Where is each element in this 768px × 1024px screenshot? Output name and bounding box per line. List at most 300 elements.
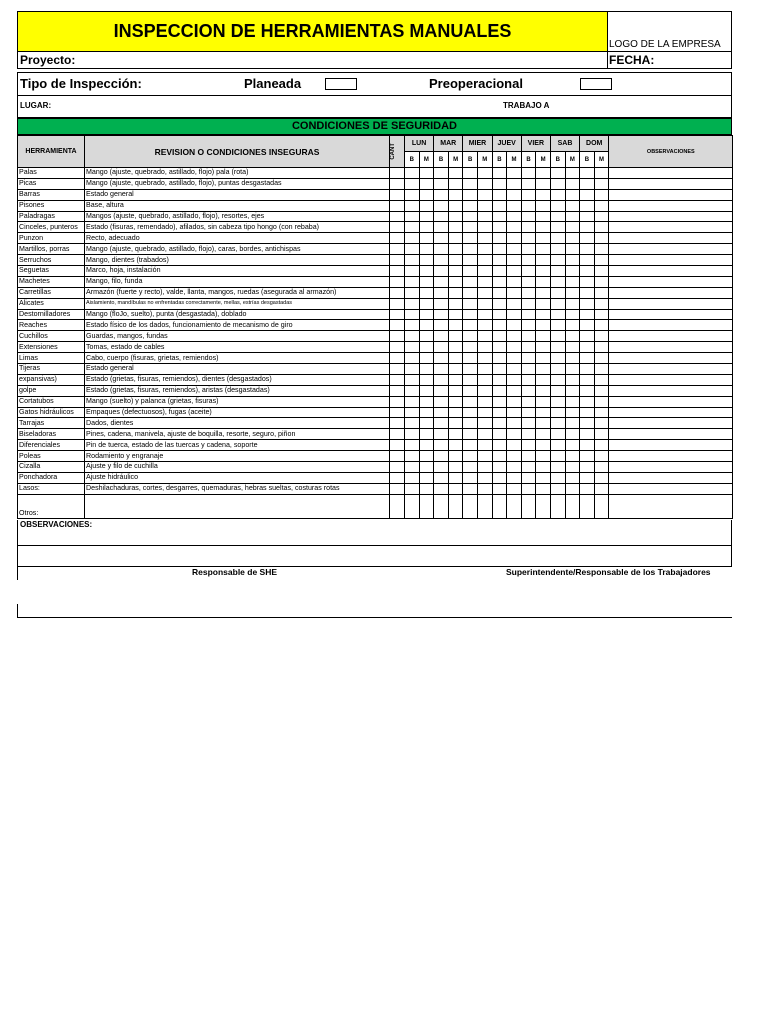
quantity-cell[interactable] — [390, 298, 405, 309]
check-cell[interactable] — [550, 374, 565, 385]
check-cell[interactable] — [594, 451, 609, 462]
check-cell[interactable] — [580, 211, 595, 222]
check-cell[interactable] — [594, 418, 609, 429]
check-cell[interactable] — [521, 320, 536, 331]
check-cell[interactable] — [594, 211, 609, 222]
check-cell[interactable] — [507, 266, 522, 277]
check-cell[interactable] — [448, 364, 463, 375]
observation-cell[interactable] — [609, 385, 733, 396]
check-cell[interactable] — [419, 222, 434, 233]
check-cell[interactable] — [521, 494, 536, 518]
check-cell[interactable] — [580, 451, 595, 462]
check-cell[interactable] — [536, 211, 551, 222]
check-cell[interactable] — [521, 178, 536, 189]
check-cell[interactable] — [434, 211, 449, 222]
check-cell[interactable] — [521, 472, 536, 483]
check-cell[interactable] — [521, 374, 536, 385]
check-cell[interactable] — [507, 178, 522, 189]
check-cell[interactable] — [536, 440, 551, 451]
check-cell[interactable] — [477, 429, 492, 440]
quantity-cell[interactable] — [390, 189, 405, 200]
check-cell[interactable] — [477, 200, 492, 211]
check-cell[interactable] — [550, 440, 565, 451]
check-cell[interactable] — [580, 440, 595, 451]
observation-cell[interactable] — [609, 494, 733, 518]
check-cell[interactable] — [565, 374, 580, 385]
check-cell[interactable] — [492, 494, 507, 518]
check-cell[interactable] — [419, 483, 434, 494]
check-cell[interactable] — [463, 276, 478, 287]
check-cell[interactable] — [594, 396, 609, 407]
check-cell[interactable] — [419, 451, 434, 462]
check-cell[interactable] — [477, 168, 492, 179]
check-cell[interactable] — [448, 233, 463, 244]
check-cell[interactable] — [463, 396, 478, 407]
check-cell[interactable] — [507, 233, 522, 244]
check-cell[interactable] — [594, 266, 609, 277]
check-cell[interactable] — [521, 200, 536, 211]
check-cell[interactable] — [550, 200, 565, 211]
check-cell[interactable] — [580, 178, 595, 189]
check-cell[interactable] — [507, 472, 522, 483]
check-cell[interactable] — [565, 287, 580, 298]
check-cell[interactable] — [536, 451, 551, 462]
check-cell[interactable] — [580, 276, 595, 287]
check-cell[interactable] — [477, 353, 492, 364]
check-cell[interactable] — [580, 385, 595, 396]
observation-cell[interactable] — [609, 276, 733, 287]
check-cell[interactable] — [434, 222, 449, 233]
check-cell[interactable] — [405, 189, 420, 200]
observation-cell[interactable] — [609, 396, 733, 407]
check-cell[interactable] — [492, 451, 507, 462]
check-cell[interactable] — [405, 494, 420, 518]
check-cell[interactable] — [536, 385, 551, 396]
check-cell[interactable] — [565, 364, 580, 375]
check-cell[interactable] — [477, 298, 492, 309]
check-cell[interactable] — [463, 331, 478, 342]
check-cell[interactable] — [405, 407, 420, 418]
check-cell[interactable] — [580, 244, 595, 255]
check-cell[interactable] — [405, 440, 420, 451]
check-cell[interactable] — [448, 494, 463, 518]
check-cell[interactable] — [536, 331, 551, 342]
check-cell[interactable] — [477, 385, 492, 396]
check-cell[interactable] — [463, 418, 478, 429]
check-cell[interactable] — [594, 462, 609, 473]
check-cell[interactable] — [434, 287, 449, 298]
check-cell[interactable] — [492, 178, 507, 189]
check-cell[interactable] — [419, 385, 434, 396]
check-cell[interactable] — [550, 494, 565, 518]
check-cell[interactable] — [477, 276, 492, 287]
check-cell[interactable] — [419, 266, 434, 277]
check-cell[interactable] — [580, 396, 595, 407]
check-cell[interactable] — [463, 472, 478, 483]
check-cell[interactable] — [405, 364, 420, 375]
observation-cell[interactable] — [609, 364, 733, 375]
check-cell[interactable] — [580, 168, 595, 179]
check-cell[interactable] — [463, 374, 478, 385]
quantity-cell[interactable] — [390, 309, 405, 320]
observation-cell[interactable] — [609, 244, 733, 255]
check-cell[interactable] — [521, 483, 536, 494]
check-cell[interactable] — [419, 440, 434, 451]
check-cell[interactable] — [594, 364, 609, 375]
fecha-field[interactable] — [607, 51, 732, 69]
check-cell[interactable] — [565, 353, 580, 364]
check-cell[interactable] — [419, 255, 434, 266]
observation-cell[interactable] — [609, 353, 733, 364]
check-cell[interactable] — [419, 211, 434, 222]
quantity-cell[interactable] — [390, 168, 405, 179]
check-cell[interactable] — [434, 472, 449, 483]
check-cell[interactable] — [507, 374, 522, 385]
observation-cell[interactable] — [609, 483, 733, 494]
check-cell[interactable] — [434, 244, 449, 255]
check-cell[interactable] — [448, 429, 463, 440]
quantity-cell[interactable] — [390, 222, 405, 233]
check-cell[interactable] — [405, 418, 420, 429]
check-cell[interactable] — [419, 472, 434, 483]
check-cell[interactable] — [463, 462, 478, 473]
check-cell[interactable] — [550, 353, 565, 364]
check-cell[interactable] — [580, 287, 595, 298]
check-cell[interactable] — [434, 255, 449, 266]
check-cell[interactable] — [507, 396, 522, 407]
quantity-cell[interactable] — [390, 374, 405, 385]
observation-cell[interactable] — [609, 451, 733, 462]
check-cell[interactable] — [565, 462, 580, 473]
check-cell[interactable] — [580, 472, 595, 483]
check-cell[interactable] — [405, 178, 420, 189]
check-cell[interactable] — [580, 331, 595, 342]
check-cell[interactable] — [565, 298, 580, 309]
check-cell[interactable] — [477, 266, 492, 277]
quantity-cell[interactable] — [390, 178, 405, 189]
check-cell[interactable] — [419, 200, 434, 211]
check-cell[interactable] — [565, 407, 580, 418]
check-cell[interactable] — [419, 418, 434, 429]
check-cell[interactable] — [463, 200, 478, 211]
check-cell[interactable] — [507, 429, 522, 440]
check-cell[interactable] — [594, 222, 609, 233]
check-cell[interactable] — [594, 385, 609, 396]
check-cell[interactable] — [463, 255, 478, 266]
check-cell[interactable] — [492, 396, 507, 407]
check-cell[interactable] — [550, 233, 565, 244]
check-cell[interactable] — [434, 429, 449, 440]
check-cell[interactable] — [536, 309, 551, 320]
check-cell[interactable] — [492, 440, 507, 451]
check-cell[interactable] — [521, 168, 536, 179]
check-cell[interactable] — [448, 331, 463, 342]
check-cell[interactable] — [419, 276, 434, 287]
check-cell[interactable] — [536, 298, 551, 309]
observation-cell[interactable] — [609, 309, 733, 320]
observation-cell[interactable] — [609, 222, 733, 233]
quantity-cell[interactable] — [390, 494, 405, 518]
check-cell[interactable] — [521, 266, 536, 277]
check-cell[interactable] — [492, 298, 507, 309]
quantity-cell[interactable] — [390, 320, 405, 331]
check-cell[interactable] — [419, 309, 434, 320]
check-cell[interactable] — [580, 353, 595, 364]
check-cell[interactable] — [550, 320, 565, 331]
check-cell[interactable] — [405, 462, 420, 473]
check-cell[interactable] — [536, 320, 551, 331]
check-cell[interactable] — [434, 168, 449, 179]
observaciones-blank-row[interactable] — [17, 545, 732, 567]
observation-cell[interactable] — [609, 440, 733, 451]
check-cell[interactable] — [594, 298, 609, 309]
quantity-cell[interactable] — [390, 244, 405, 255]
check-cell[interactable] — [594, 309, 609, 320]
check-cell[interactable] — [580, 255, 595, 266]
check-cell[interactable] — [550, 407, 565, 418]
check-cell[interactable] — [594, 472, 609, 483]
check-cell[interactable] — [521, 233, 536, 244]
check-cell[interactable] — [580, 374, 595, 385]
check-cell[interactable] — [463, 342, 478, 353]
check-cell[interactable] — [463, 494, 478, 518]
check-cell[interactable] — [448, 222, 463, 233]
check-cell[interactable] — [477, 472, 492, 483]
check-cell[interactable] — [550, 222, 565, 233]
check-cell[interactable] — [594, 255, 609, 266]
check-cell[interactable] — [463, 407, 478, 418]
check-cell[interactable] — [565, 200, 580, 211]
quantity-cell[interactable] — [390, 396, 405, 407]
check-cell[interactable] — [419, 178, 434, 189]
observation-cell[interactable] — [609, 233, 733, 244]
check-cell[interactable] — [492, 385, 507, 396]
check-cell[interactable] — [448, 418, 463, 429]
check-cell[interactable] — [405, 266, 420, 277]
check-cell[interactable] — [594, 331, 609, 342]
check-cell[interactable] — [550, 342, 565, 353]
check-cell[interactable] — [536, 178, 551, 189]
quantity-cell[interactable] — [390, 331, 405, 342]
check-cell[interactable] — [434, 418, 449, 429]
check-cell[interactable] — [463, 189, 478, 200]
check-cell[interactable] — [536, 396, 551, 407]
check-cell[interactable] — [492, 168, 507, 179]
check-cell[interactable] — [580, 320, 595, 331]
check-cell[interactable] — [536, 472, 551, 483]
check-cell[interactable] — [565, 320, 580, 331]
check-cell[interactable] — [565, 429, 580, 440]
check-cell[interactable] — [565, 494, 580, 518]
quantity-cell[interactable] — [390, 287, 405, 298]
check-cell[interactable] — [492, 429, 507, 440]
check-cell[interactable] — [419, 462, 434, 473]
check-cell[interactable] — [580, 200, 595, 211]
check-cell[interactable] — [550, 462, 565, 473]
check-cell[interactable] — [536, 353, 551, 364]
check-cell[interactable] — [448, 309, 463, 320]
check-cell[interactable] — [463, 287, 478, 298]
check-cell[interactable] — [434, 440, 449, 451]
check-cell[interactable] — [434, 233, 449, 244]
check-cell[interactable] — [536, 374, 551, 385]
check-cell[interactable] — [492, 222, 507, 233]
check-cell[interactable] — [594, 342, 609, 353]
check-cell[interactable] — [594, 407, 609, 418]
check-cell[interactable] — [550, 266, 565, 277]
check-cell[interactable] — [419, 353, 434, 364]
check-cell[interactable] — [405, 451, 420, 462]
check-cell[interactable] — [477, 255, 492, 266]
check-cell[interactable] — [492, 364, 507, 375]
check-cell[interactable] — [448, 255, 463, 266]
check-cell[interactable] — [477, 233, 492, 244]
check-cell[interactable] — [419, 374, 434, 385]
check-cell[interactable] — [492, 266, 507, 277]
check-cell[interactable] — [492, 418, 507, 429]
check-cell[interactable] — [580, 494, 595, 518]
check-cell[interactable] — [536, 407, 551, 418]
observation-cell[interactable] — [609, 189, 733, 200]
check-cell[interactable] — [448, 244, 463, 255]
check-cell[interactable] — [565, 255, 580, 266]
observation-cell[interactable] — [609, 407, 733, 418]
check-cell[interactable] — [405, 342, 420, 353]
quantity-cell[interactable] — [390, 429, 405, 440]
check-cell[interactable] — [550, 168, 565, 179]
check-cell[interactable] — [405, 211, 420, 222]
observation-cell[interactable] — [609, 331, 733, 342]
check-cell[interactable] — [521, 211, 536, 222]
check-cell[interactable] — [565, 440, 580, 451]
quantity-cell[interactable] — [390, 385, 405, 396]
check-cell[interactable] — [565, 309, 580, 320]
check-cell[interactable] — [521, 342, 536, 353]
check-cell[interactable] — [419, 320, 434, 331]
check-cell[interactable] — [405, 472, 420, 483]
check-cell[interactable] — [492, 342, 507, 353]
check-cell[interactable] — [580, 309, 595, 320]
quantity-cell[interactable] — [390, 200, 405, 211]
check-cell[interactable] — [448, 396, 463, 407]
check-cell[interactable] — [550, 255, 565, 266]
check-cell[interactable] — [536, 462, 551, 473]
check-cell[interactable] — [507, 298, 522, 309]
check-cell[interactable] — [521, 298, 536, 309]
check-cell[interactable] — [492, 353, 507, 364]
check-cell[interactable] — [463, 168, 478, 179]
planeada-checkbox[interactable] — [325, 78, 357, 90]
check-cell[interactable] — [405, 298, 420, 309]
check-cell[interactable] — [536, 233, 551, 244]
check-cell[interactable] — [419, 233, 434, 244]
check-cell[interactable] — [507, 462, 522, 473]
check-cell[interactable] — [594, 494, 609, 518]
quantity-cell[interactable] — [390, 255, 405, 266]
check-cell[interactable] — [594, 233, 609, 244]
check-cell[interactable] — [477, 342, 492, 353]
check-cell[interactable] — [507, 287, 522, 298]
observation-cell[interactable] — [609, 266, 733, 277]
check-cell[interactable] — [434, 298, 449, 309]
preoperacional-checkbox[interactable] — [580, 78, 612, 90]
proyecto-field[interactable] — [17, 51, 608, 69]
check-cell[interactable] — [448, 385, 463, 396]
check-cell[interactable] — [565, 483, 580, 494]
check-cell[interactable] — [521, 385, 536, 396]
check-cell[interactable] — [521, 222, 536, 233]
check-cell[interactable] — [594, 320, 609, 331]
check-cell[interactable] — [448, 200, 463, 211]
check-cell[interactable] — [463, 440, 478, 451]
check-cell[interactable] — [550, 189, 565, 200]
check-cell[interactable] — [434, 494, 449, 518]
check-cell[interactable] — [434, 189, 449, 200]
check-cell[interactable] — [580, 298, 595, 309]
check-cell[interactable] — [550, 309, 565, 320]
check-cell[interactable] — [448, 189, 463, 200]
quantity-cell[interactable] — [390, 266, 405, 277]
check-cell[interactable] — [550, 483, 565, 494]
check-cell[interactable] — [434, 342, 449, 353]
check-cell[interactable] — [492, 374, 507, 385]
check-cell[interactable] — [594, 200, 609, 211]
check-cell[interactable] — [550, 396, 565, 407]
check-cell[interactable] — [434, 483, 449, 494]
check-cell[interactable] — [419, 244, 434, 255]
observation-cell[interactable] — [609, 200, 733, 211]
check-cell[interactable] — [477, 418, 492, 429]
check-cell[interactable] — [434, 396, 449, 407]
check-cell[interactable] — [463, 364, 478, 375]
check-cell[interactable] — [463, 178, 478, 189]
check-cell[interactable] — [565, 331, 580, 342]
check-cell[interactable] — [463, 233, 478, 244]
check-cell[interactable] — [507, 189, 522, 200]
check-cell[interactable] — [492, 276, 507, 287]
check-cell[interactable] — [492, 331, 507, 342]
check-cell[interactable] — [565, 418, 580, 429]
check-cell[interactable] — [507, 168, 522, 179]
check-cell[interactable] — [580, 418, 595, 429]
check-cell[interactable] — [463, 385, 478, 396]
check-cell[interactable] — [536, 266, 551, 277]
check-cell[interactable] — [580, 364, 595, 375]
check-cell[interactable] — [565, 266, 580, 277]
check-cell[interactable] — [405, 244, 420, 255]
check-cell[interactable] — [434, 320, 449, 331]
check-cell[interactable] — [521, 364, 536, 375]
check-cell[interactable] — [594, 287, 609, 298]
check-cell[interactable] — [463, 222, 478, 233]
check-cell[interactable] — [419, 287, 434, 298]
check-cell[interactable] — [405, 287, 420, 298]
check-cell[interactable] — [580, 429, 595, 440]
check-cell[interactable] — [507, 309, 522, 320]
check-cell[interactable] — [536, 364, 551, 375]
check-cell[interactable] — [550, 244, 565, 255]
observaciones-field[interactable] — [17, 520, 732, 546]
quantity-cell[interactable] — [390, 451, 405, 462]
check-cell[interactable] — [477, 331, 492, 342]
check-cell[interactable] — [521, 451, 536, 462]
check-cell[interactable] — [550, 385, 565, 396]
check-cell[interactable] — [565, 178, 580, 189]
check-cell[interactable] — [507, 276, 522, 287]
check-cell[interactable] — [550, 331, 565, 342]
check-cell[interactable] — [536, 287, 551, 298]
check-cell[interactable] — [521, 309, 536, 320]
